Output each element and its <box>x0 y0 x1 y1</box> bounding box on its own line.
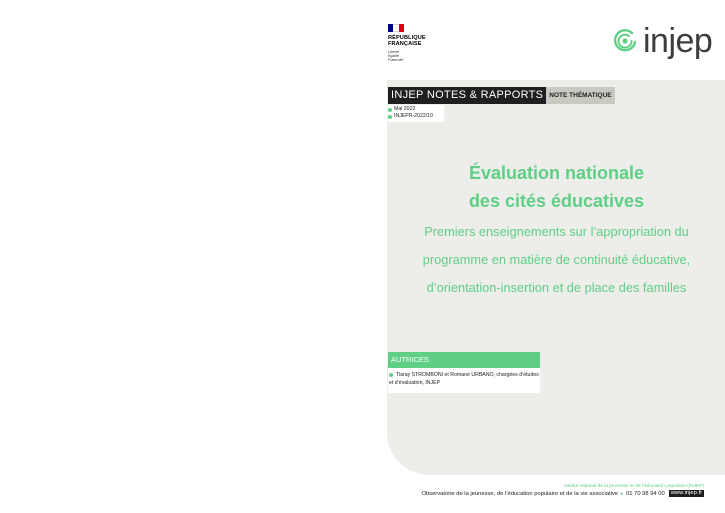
publication-reference-text: INJEPR-2022/10 <box>394 113 433 119</box>
bullet-icon <box>389 373 393 377</box>
document-subtitle-line-1: Premiers enseignements sur l’appropriation du <box>424 224 689 239</box>
authors-text-block <box>388 368 540 387</box>
flag-red-band <box>399 24 404 32</box>
republique-francaise-logo <box>388 24 448 63</box>
french-flag-icon <box>388 24 404 32</box>
document-title-line-2: des cités éducatives <box>468 191 645 211</box>
injep-wordmark: injep <box>643 22 713 60</box>
publication-date-text: Mai 2022 <box>394 106 416 112</box>
document-subtitle-line-3: d’orientation-insertion et de place des familles <box>426 280 687 295</box>
footer-phone: 01 70 98 94 00 <box>626 490 665 497</box>
series-type-tag: NOTE THÉMATIQUE <box>546 87 614 104</box>
republique-label: RÉPUBLIQUE <box>388 35 426 41</box>
francaise-label: FRANÇAISE <box>388 41 422 48</box>
series-banner <box>388 87 615 104</box>
bullet-icon <box>388 108 392 112</box>
authors-names: Tiaray STROMBONI et Romane URBANO, chargées d’études et d’évaluation, INJEP <box>389 372 539 386</box>
publication-meta <box>388 105 444 122</box>
motto-fraternite: Fraternité <box>388 58 404 63</box>
footer-website-link[interactable]: www.injep.fr <box>670 490 702 496</box>
injep-logo <box>612 24 712 58</box>
injep-spiral-icon <box>612 28 638 54</box>
publication-date <box>388 106 444 113</box>
motto <box>388 50 448 63</box>
document-title-line-1: Évaluation nationale <box>468 163 645 183</box>
bullet-icon <box>388 115 392 119</box>
motto-egalite: Égalité <box>388 54 399 59</box>
authors-box <box>388 352 540 393</box>
series-name: INJEP NOTES & RAPPORTS <box>388 87 546 104</box>
background-panel <box>387 80 725 475</box>
footer-institution: Institut national de la jeunesse et de l’éducation populaire (INJEP) <box>564 484 704 489</box>
phone-icon: ● <box>620 490 624 497</box>
publication-reference <box>388 113 444 120</box>
motto-liberte: Liberté <box>388 49 399 54</box>
footer-contact <box>421 490 704 497</box>
authors-heading: AUTRICES <box>388 352 540 368</box>
footer-observatoire: Observatoire de la jeunesse, de l’éducation populaire et de la vie associative <box>421 490 619 497</box>
document-subtitle-line-2: programme en matière de continuité éducative, <box>422 252 691 267</box>
